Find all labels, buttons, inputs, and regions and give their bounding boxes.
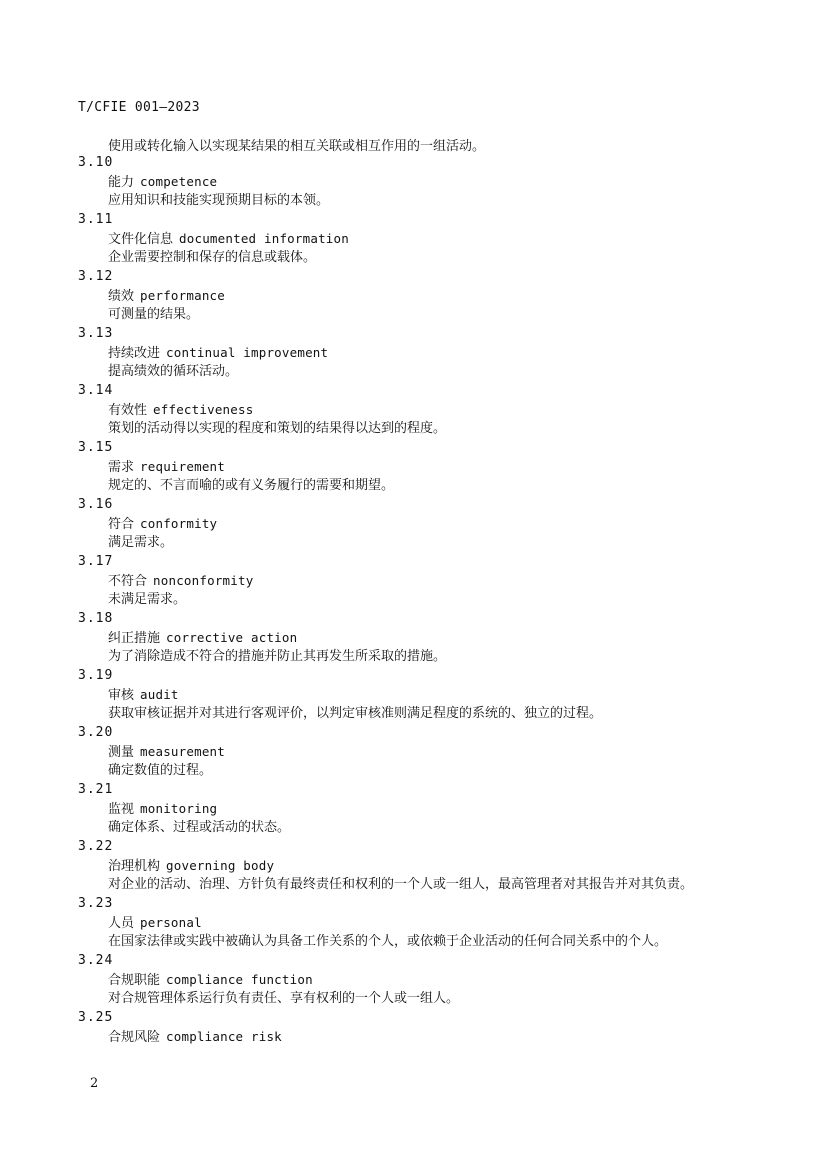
term-english: nonconformity xyxy=(153,573,254,588)
term-chinese: 测量 xyxy=(108,745,135,760)
term-chinese: 符合 xyxy=(108,517,135,532)
term-number: 3.13 xyxy=(78,326,114,341)
term-definition: 确定数值的过程。 xyxy=(108,763,213,778)
term-english: monitoring xyxy=(140,801,218,816)
term-chinese: 持续改进 xyxy=(108,346,161,361)
term-definition: 为了消除造成不符合的措施并防止其再发生所采取的措施。 xyxy=(108,649,447,664)
term-heading xyxy=(108,628,738,647)
term-heading xyxy=(108,970,738,989)
term-entry xyxy=(78,495,738,552)
term-entry xyxy=(78,609,738,666)
term-heading xyxy=(108,742,738,761)
term-definition: 确定体系、过程或活动的状态。 xyxy=(108,820,291,835)
term-heading xyxy=(108,571,738,590)
term-number: 3.15 xyxy=(78,440,114,455)
term-heading xyxy=(108,229,738,248)
term-definition: 获取审核证据并对其进行客观评价，以判定审核准则满足程度的系统的、独立的过程。 xyxy=(108,706,603,721)
term-definition: 可测量的结果。 xyxy=(108,307,200,322)
term-definition: 企业需要控制和保存的信息或载体。 xyxy=(108,250,317,265)
term-definition: 满足需求。 xyxy=(108,535,174,550)
term-entry xyxy=(78,780,738,837)
term-number: 3.14 xyxy=(78,383,114,398)
term-english: audit xyxy=(140,687,179,702)
term-heading xyxy=(108,286,738,305)
term-entry xyxy=(78,210,738,267)
term-heading xyxy=(108,514,738,533)
term-heading xyxy=(108,856,738,875)
term-chinese: 绩效 xyxy=(108,289,135,304)
term-heading xyxy=(108,685,738,704)
term-heading xyxy=(108,1027,738,1046)
term-english: governing body xyxy=(166,858,275,873)
term-english: effectiveness xyxy=(153,402,254,417)
term-heading xyxy=(108,913,738,932)
term-number: 3.24 xyxy=(78,953,114,968)
term-definition: 提高绩效的循环活动。 xyxy=(108,364,239,379)
term-english: measurement xyxy=(140,744,225,759)
term-chinese: 纠正措施 xyxy=(108,631,161,646)
term-number: 3.12 xyxy=(78,269,114,284)
term-chinese: 治理机构 xyxy=(108,859,161,874)
term-definition: 对企业的活动、治理、方针负有最终责任和权利的一个人或一组人，最高管理者对其报告并对其负责。 xyxy=(108,877,694,892)
term-english: competence xyxy=(140,174,218,189)
term-number: 3.22 xyxy=(78,839,114,854)
term-entry xyxy=(78,267,738,324)
term-number: 3.17 xyxy=(78,554,114,569)
term-chinese: 能力 xyxy=(108,175,135,190)
term-heading xyxy=(108,172,738,191)
term-entry xyxy=(78,723,738,780)
term-number: 3.19 xyxy=(78,668,114,683)
term-entry xyxy=(78,324,738,381)
term-heading xyxy=(108,343,738,362)
term-heading xyxy=(108,400,738,419)
term-definition: 对合规管理体系运行负有责任、享有权利的一个人或一组人。 xyxy=(108,991,460,1006)
term-chinese: 监视 xyxy=(108,802,135,817)
term-entry xyxy=(78,552,738,609)
term-chinese: 不符合 xyxy=(108,574,148,589)
term-english: continual improvement xyxy=(166,345,329,360)
term-chinese: 需求 xyxy=(108,460,135,475)
term-definition: 规定的、不言而喻的或有义务履行的需要和期望。 xyxy=(108,478,395,493)
term-english: performance xyxy=(140,288,225,303)
term-english: compliance function xyxy=(166,972,313,987)
term-entry xyxy=(78,894,738,951)
term-definition: 在国家法律或实践中被确认为具备工作关系的个人，或依赖于企业活动的任何合同关系中的个人。 xyxy=(108,934,668,949)
term-entry xyxy=(78,438,738,495)
term-number: 3.16 xyxy=(78,497,114,512)
term-definition: 应用知识和技能实现预期目标的本领。 xyxy=(108,193,330,208)
continued-definition: 使用或转化输入以实现某结果的相互关联或相互作用的一组活动。 xyxy=(108,139,486,154)
term-definition: 策划的活动得以实现的程度和策划的结果得以达到的程度。 xyxy=(108,421,447,436)
document-id-header: T/CFIE 001—2023 xyxy=(78,100,200,115)
term-entry xyxy=(78,153,738,210)
term-number: 3.18 xyxy=(78,611,114,626)
term-heading xyxy=(108,799,738,818)
term-entry xyxy=(78,381,738,438)
term-chinese: 文件化信息 xyxy=(108,232,174,247)
term-definition: 未满足需求。 xyxy=(108,592,187,607)
term-english: conformity xyxy=(140,516,218,531)
term-english: requirement xyxy=(140,459,225,474)
term-english: documented information xyxy=(179,231,349,246)
term-entry xyxy=(78,951,738,1008)
term-heading xyxy=(108,457,738,476)
term-number: 3.21 xyxy=(78,782,114,797)
term-chinese: 审核 xyxy=(108,688,135,703)
term-number: 3.10 xyxy=(78,155,114,170)
term-entry xyxy=(78,1008,738,1046)
term-entry xyxy=(78,666,738,723)
term-english: compliance risk xyxy=(166,1029,282,1044)
term-number: 3.20 xyxy=(78,725,114,740)
term-list xyxy=(78,153,738,1046)
term-number: 3.25 xyxy=(78,1010,114,1025)
term-number: 3.11 xyxy=(78,212,114,227)
term-chinese: 人员 xyxy=(108,916,135,931)
term-entry xyxy=(78,837,738,894)
term-english: corrective action xyxy=(166,630,298,645)
term-chinese: 有效性 xyxy=(108,403,148,418)
term-chinese: 合规职能 xyxy=(108,973,161,988)
term-number: 3.23 xyxy=(78,896,114,911)
page-number: 2 xyxy=(90,1076,99,1091)
term-english: personal xyxy=(140,915,202,930)
term-chinese: 合规风险 xyxy=(108,1030,161,1045)
